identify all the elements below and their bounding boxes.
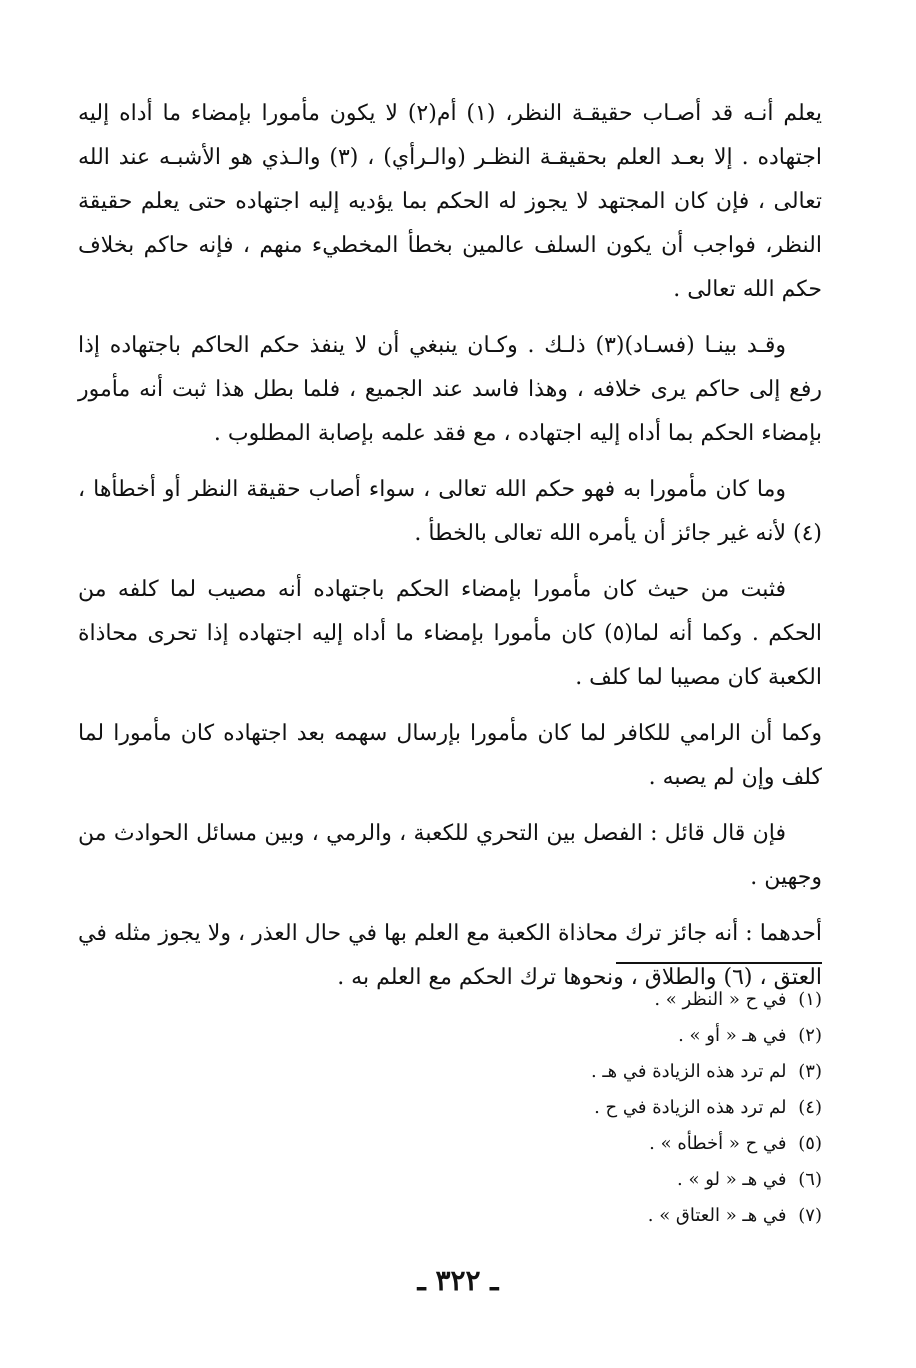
footnote-text: في ح « النظر » . [654, 989, 787, 1010]
paragraph-7: أحدهما : أنه جائز ترك محاذاة الكعبة مع العلم بها في حال العذر ، ولا يجوز مثله في العتق ، (٦) والطلاق ، ونحوها ترك الحكم مع العلم به . [78, 921, 822, 990]
footnote-text: في هـ « أو » . [678, 1025, 787, 1046]
paragraph-5: وكما أن الرامي للكافر لما كان مأمورا بإرسال سهمه بعد اجتهاده كان مأمورا لما كلف وإن لم يصبه . [78, 721, 822, 790]
footnote-item [78, 1018, 822, 1054]
footnote-text: لم ترد هذه الزيادة في ح . [594, 1097, 787, 1118]
footnote-number: (٥) [798, 1133, 822, 1154]
footnote-item [78, 1198, 822, 1234]
paragraph-2: وقـد بينـا (فسـاد)(٣) ذلـك . وكـان ينبغي أن لا ينفذ حكم الحاكم باجتهاده إذا رفع إلى حاكم يرى خلافه ، وهذا فاسد عند الجميع ، فلما بطل هذا ثبت أنه مأمور بإمضاء الحكم بما أداه إليه اجتهاده ، مع فقد علمه بإصابة المطلوب . [78, 333, 822, 446]
paragraph-3: وما كان مأمورا به فهو حكم الله تعالى ، سواء أصاب حقيقة النظر أو أخطأها ، (٤) لأنه غير جائز أن يأمره الله تعالى بالخطأ . [78, 477, 822, 546]
footnote-item [78, 1126, 822, 1162]
footnote-number: (٧) [798, 1205, 822, 1226]
paragraph-4: فثبت من حيث كان مأمورا بإمضاء الحكم باجتهاده أنه مصيب لما كلفه من الحكم . وكما أنه لما(٥) كان مأمورا بإمضاء ما أداه إليه اجتهاده إذا تحرى محاذاة الكعبة كان مصيبا لما كلف . [78, 577, 823, 690]
footnote-item [78, 1054, 822, 1090]
footnote-text: في هـ « لو » . [677, 1169, 787, 1190]
footnote-text: لم ترد هذه الزيادة في هـ . [590, 1061, 787, 1082]
footnotes-list [78, 982, 822, 1234]
footnote-text: في هـ « العتاق » . [647, 1205, 787, 1226]
footnote-divider [616, 962, 822, 964]
footnote-number: (٣) [798, 1061, 822, 1082]
footnote-text: في ح « أخطأه » . [649, 1133, 787, 1154]
footnote-item [78, 1162, 822, 1198]
footnote-item [78, 1090, 822, 1126]
footnote-number: (٦) [798, 1169, 822, 1190]
page-number: ـ ٣٢٢ ـ [417, 1264, 499, 1297]
main-text [78, 92, 822, 1012]
paragraph-6: فإن قال قائل : الفصل بين التحري للكعبة ، والرمي ، وبين مسائل الحوادث من وجهين . [78, 821, 822, 890]
footnote-number: (٤) [798, 1097, 822, 1118]
footnote-number: (٢) [798, 1025, 822, 1046]
paragraph-1: يعلم أنـه قد أصـاب حقيقـة النظر، (١) أم(٢) لا يكون مأمورا بإمضاء ما أداه إليه اجتهاده . إلا بعـد العلم بحقيقـة النظـر (والـرأي) ، (٣) والـذي هو الأشبـه عند الله تعالى ، فإن كان المجتهد لا يجوز له الحكم بما يؤديه إليه اجتهاده حتى يعلم حقيقة النظر، فواجب أن يكون السلف عالمين بخطأ المخطيء منهم ، فإنه حاكم بخلاف حكم الله تعالى . [78, 101, 822, 302]
footnote-number: (١) [798, 989, 822, 1010]
footnote-item [78, 982, 822, 1018]
